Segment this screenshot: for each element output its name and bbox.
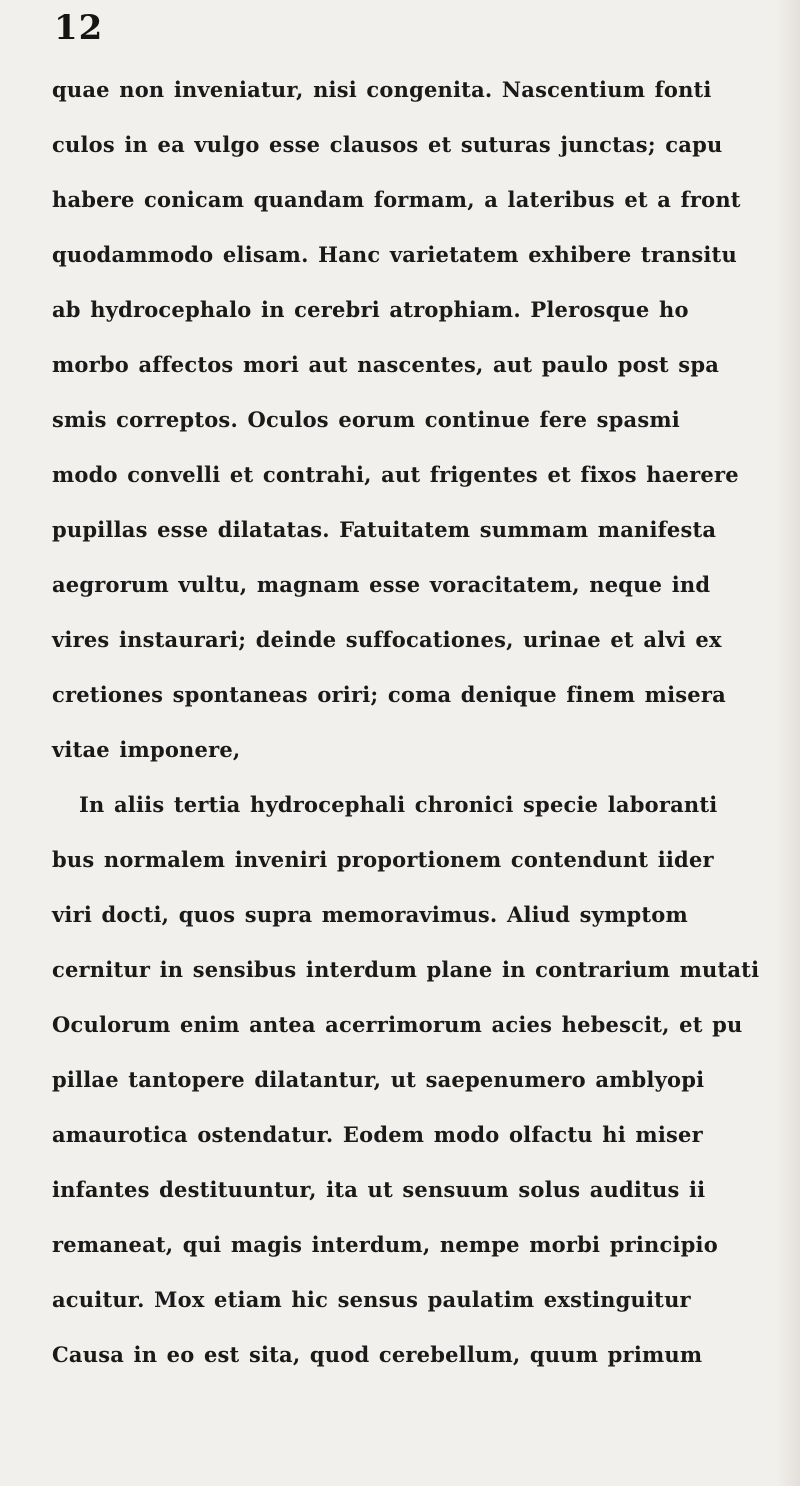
text-line: culos in ea vulgo esse clausos et suturas junctas; capu: [52, 132, 723, 157]
text-line: morbo affectos mori aut nascentes, aut paulo post spa: [52, 352, 720, 377]
page-gutter: [776, 0, 800, 1486]
text-line: bus normalem inveniri proportionem contendunt iider: [52, 847, 714, 872]
text-line: Causa in eo est sita, quod cerebellum, quum primum: [52, 1342, 703, 1367]
text-line: ab hydrocephalo in cerebri atrophiam. Plerosque ho: [52, 297, 689, 322]
text-line: smis correptos. Oculos eorum continue fere spasmi: [52, 407, 680, 432]
text-line: habere conicam quandam formam, a lateribus et a front: [52, 187, 741, 212]
paragraph-start-line: In aliis tertia hydrocephali chronici specie laboranti: [79, 792, 718, 817]
text-line: pillae tantopere dilatantur, ut saepenumero amblyopi: [52, 1067, 705, 1092]
text-line: vires instaurari; deinde suffocationes, urinae et alvi ex: [52, 627, 722, 652]
text-line: cretiones spontaneas oriri; coma denique finem misera: [52, 682, 726, 707]
text-line: cernitur in sensibus interdum plane in contrarium mutati: [52, 957, 760, 982]
text-line: remaneat, qui magis interdum, nempe morbi principio: [52, 1232, 718, 1257]
text-line: vitae imponere,: [52, 737, 241, 762]
page-number: 12: [54, 8, 104, 48]
body-text: [52, 62, 800, 1382]
text-line: infantes destituuntur, ita ut sensuum solus auditus ii: [52, 1177, 706, 1202]
text-line: modo convelli et contrahi, aut frigentes et fixos haerere: [52, 462, 739, 487]
text-line: Oculorum enim antea acerrimorum acies hebescit, et pu: [52, 1012, 743, 1037]
text-line: pupillas esse dilatatas. Fatuitatem summam manifesta: [52, 517, 717, 542]
text-line: acuitur. Mox etiam hic sensus paulatim exstinguitur: [52, 1287, 691, 1312]
text-line: quae non inveniatur, nisi congenita. Nascentium fonti: [52, 77, 712, 102]
text-line: viri docti, quos supra memoravimus. Aliud symptom: [52, 902, 688, 927]
text-line: aegrorum vultu, magnam esse voracitatem, neque ind: [52, 572, 711, 597]
text-line: amaurotica ostendatur. Eodem modo olfactu hi miser: [52, 1122, 703, 1147]
text-line: quodammodo elisam. Hanc varietatem exhibere transitu: [52, 242, 737, 267]
